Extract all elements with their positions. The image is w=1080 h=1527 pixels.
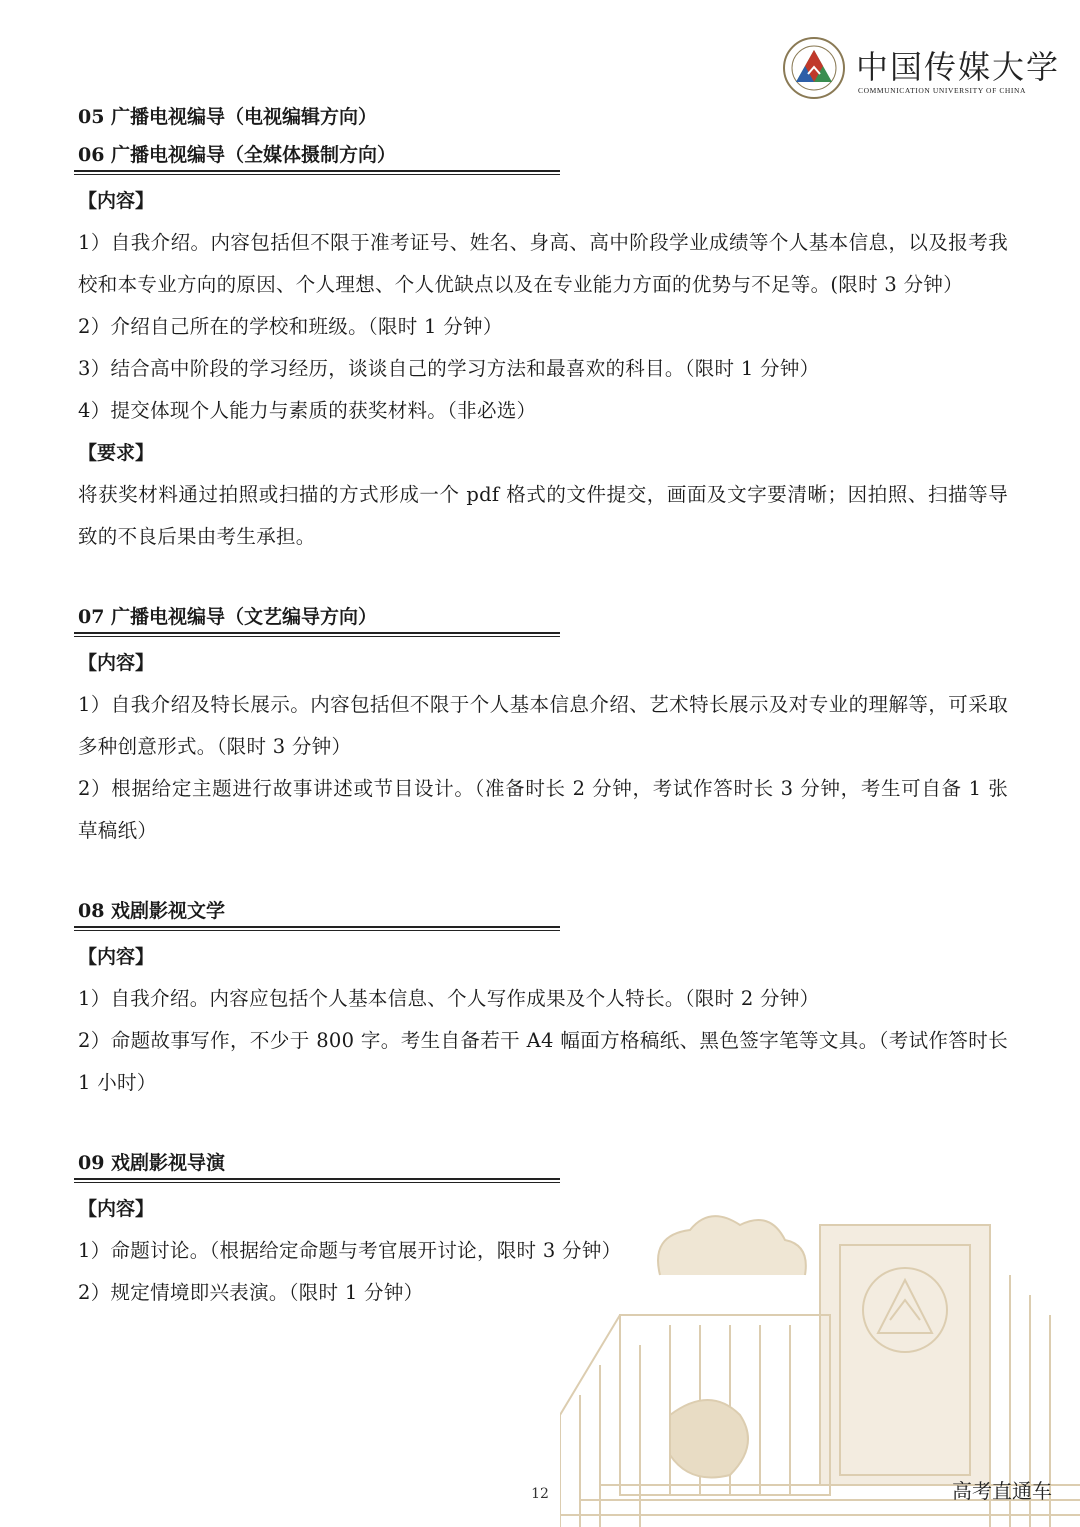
page-number: 12 (531, 1486, 549, 1502)
content-label: 【内容】 (78, 190, 155, 212)
content-label: 【内容】 (78, 1198, 155, 1220)
logo-chinese-name: 中国传媒大学 (856, 48, 1061, 86)
university-emblem-icon (782, 36, 846, 100)
content-label: 【内容】 (78, 652, 155, 674)
list-item: 4）提交体现个人能力与素质的获奖材料。（非必选） (78, 399, 537, 422)
section-05-06 (78, 98, 1008, 558)
list-item: 2）根据给定主题进行故事讲述或节目设计。（准备时长 2 分钟，考试作答时长 3 分钟，考生可自备 1 张草稿纸） (78, 777, 1008, 842)
requirement-label: 【要求】 (78, 442, 155, 464)
section-heading: 09 戏剧影视导演 (78, 1144, 560, 1182)
section-heading: 08 戏剧影视文学 (78, 892, 560, 930)
university-logo (782, 36, 1061, 100)
list-item: 2）命题故事写作，不少于 800 字。考生自备若干 A4 幅面方格稿纸、黑色签字笔等文具。（考试作答时长 1 小时） (78, 1029, 1008, 1094)
list-item: 1）命题讨论。（根据给定命题与考官展开讨论，限时 3 分钟） (78, 1239, 622, 1262)
list-item: 1）自我介绍。内容包括但不限于准考证号、姓名、身高、高中阶段学业成绩等个人基本信息，以及报考我校和本专业方向的原因、个人理想、个人优缺点以及在专业能力方面的优势与不足等。(限时 3 分钟） (78, 231, 1008, 296)
list-item: 2）规定情境即兴表演。（限时 1 分钟） (78, 1281, 424, 1304)
section-09 (78, 1144, 1008, 1314)
source-watermark-text: 高考直通车 (952, 1479, 1052, 1503)
list-item: 2）介绍自己所在的学校和班级。（限时 1 分钟） (78, 315, 503, 338)
list-item: 3）结合高中阶段的学习经历，谈谈自己的学习方法和最喜欢的科目。（限时 1 分钟） (78, 357, 820, 380)
section-heading: 06 广播电视编导（全媒体摄制方向） (78, 136, 560, 174)
requirement-text: 将获奖材料通过拍照或扫描的方式形成一个 pdf 格式的文件提交，画面及文字要清晰；因拍照、扫描等导致的不良后果由考生承担。 (78, 483, 1008, 548)
document-body (78, 98, 1008, 1314)
section-heading: 07 广播电视编导（文艺编导方向） (78, 598, 560, 636)
section-08 (78, 892, 1008, 1104)
list-item: 1）自我介绍。内容应包括个人基本信息、个人写作成果及个人特长。（限时 2 分钟） (78, 987, 820, 1010)
list-item: 1）自我介绍及特长展示。内容包括但不限于个人基本信息介绍、艺术特长展示及对专业的理解等，可采取多种创意形式。（限时 3 分钟） (78, 693, 1008, 758)
section-heading: 05 广播电视编导（电视编辑方向） (78, 106, 378, 128)
section-07 (78, 598, 1008, 852)
content-label: 【内容】 (78, 946, 155, 968)
logo-english-name: COMMUNICATION UNIVERSITY OF CHINA (858, 86, 1027, 95)
